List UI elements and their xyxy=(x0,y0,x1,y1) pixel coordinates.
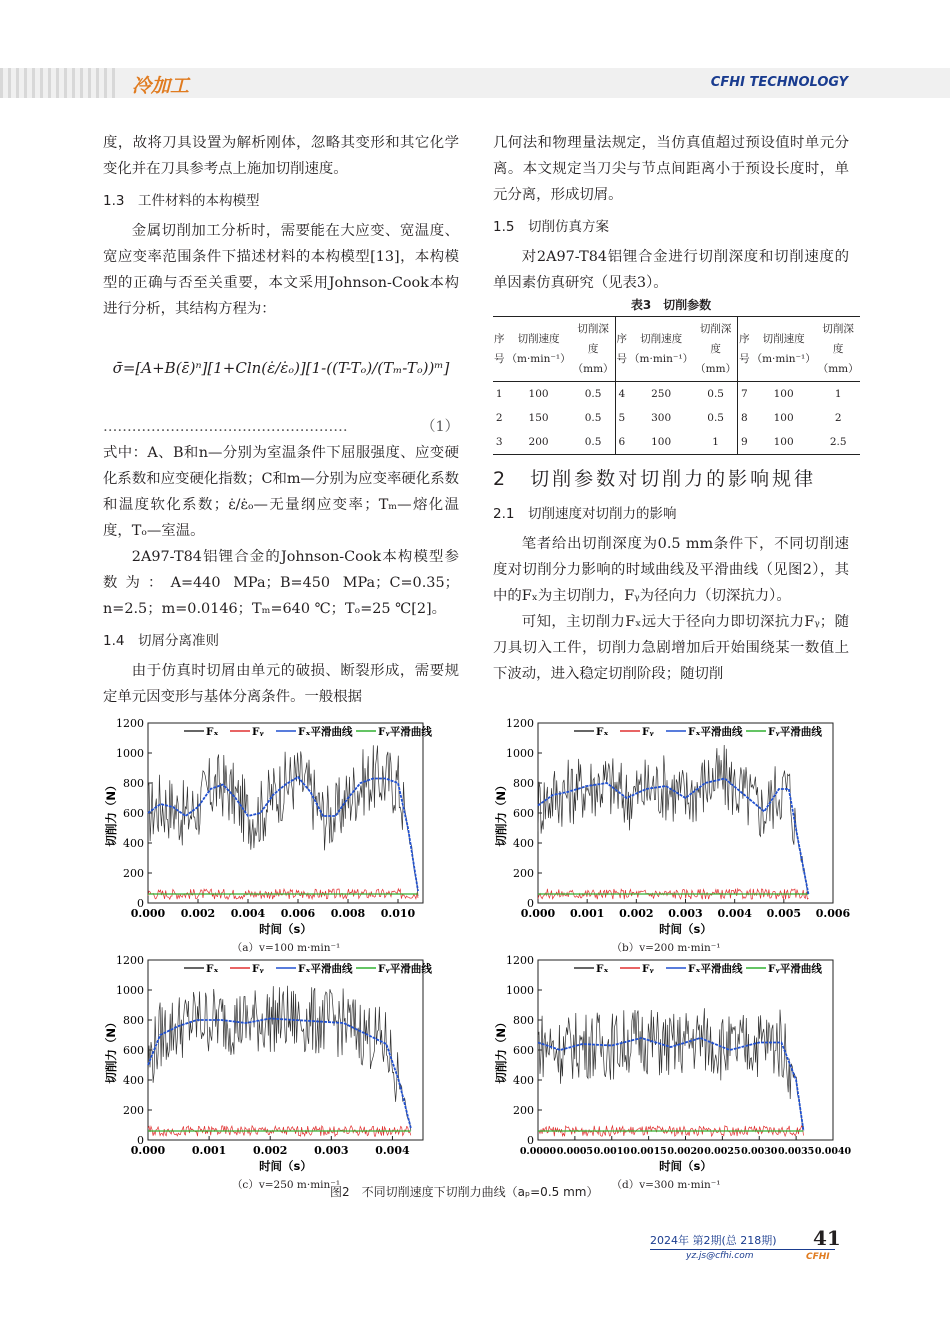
chart-a xyxy=(103,715,443,940)
paragraph: 度，故将刀具设置为解析刚体，忽略其变形和其它化学变化并在刀具参考点上施加切削速度。 xyxy=(103,135,459,177)
y-tick-label: 800 xyxy=(513,1014,534,1027)
th: 切削速度（m·min⁻¹） xyxy=(751,317,817,382)
equation-number: （1） xyxy=(421,419,459,435)
table-cell: 100 xyxy=(751,430,817,455)
section-heading-2-1: 2.1 切削速度对切削力的影响 xyxy=(493,506,677,522)
footer-rule xyxy=(650,1249,835,1250)
th: 序号 xyxy=(615,317,628,382)
th: 序号 xyxy=(493,317,506,382)
footer-logo: CFHI xyxy=(806,1252,830,1262)
table-cell: 8 xyxy=(738,406,751,430)
legend-label: Fᵧ xyxy=(252,963,264,975)
y-tick-label: 1000 xyxy=(116,984,144,997)
x-tick-label: 0.005 xyxy=(766,907,802,920)
y-tick-label: 600 xyxy=(513,1044,534,1057)
y-tick-label: 600 xyxy=(123,807,144,820)
page-header xyxy=(0,68,950,98)
y-tick-label: 1200 xyxy=(506,717,534,730)
table-cell: 0.5 xyxy=(707,388,724,400)
legend-label: Fᵧ平滑曲线 xyxy=(768,726,822,738)
footer-issue: 2024年 第2期(总 218期) xyxy=(650,1234,777,1247)
table-caption: 表3 切削参数 xyxy=(630,298,712,312)
x-tick-label: 0.0040 xyxy=(814,1146,852,1157)
y-tick-label: 1200 xyxy=(506,954,534,967)
legend-label: Fᵧ xyxy=(642,963,654,975)
table-cell: 1 xyxy=(834,388,842,400)
th: 切削深度（mm） xyxy=(572,317,615,382)
subcaption-a: （a）v=100 m·min⁻¹ xyxy=(231,942,341,954)
th: 切削深度（mm） xyxy=(694,317,737,382)
y-tick-label: 1200 xyxy=(116,717,144,730)
x-axis-label: 时间（s） xyxy=(659,922,712,936)
legend-label: Fᵧ平滑曲线 xyxy=(768,963,822,975)
th: 序号 xyxy=(738,317,751,382)
table-cell: 1 xyxy=(495,388,503,400)
table-row xyxy=(493,382,860,407)
fx-series xyxy=(538,745,808,894)
table-cell: 1 xyxy=(694,430,737,455)
y-axis-label: 切削力（N） xyxy=(104,1016,118,1084)
subcaption-b: （b）v=200 m·min⁻¹ xyxy=(611,942,721,954)
table-cell: 0.5 xyxy=(584,388,602,400)
paragraph: 可知，主切削力Fₓ远大于径向力即切深抗力Fᵧ；随刀具切入工件，切削力急剧增加后开始围绕某一数值上下波动，进入稳定切削阶段；随切削 xyxy=(493,614,849,682)
x-tick-label: 0.0020 xyxy=(667,1146,704,1157)
y-tick-label: 1000 xyxy=(506,984,534,997)
x-axis-label: 时间（s） xyxy=(259,1159,312,1173)
x-tick-label: 0.002 xyxy=(252,1144,288,1157)
x-tick-label: 0.0025 xyxy=(704,1146,741,1157)
y-tick-label: 800 xyxy=(513,777,534,790)
brand-title: CFHI TECHNOLOGY xyxy=(710,75,848,90)
y-tick-label: 200 xyxy=(513,867,534,880)
table-cell: 150 xyxy=(528,412,549,424)
y-tick-label: 1000 xyxy=(116,747,144,760)
table-cell: 300 xyxy=(651,412,672,424)
header-stripes xyxy=(0,68,120,98)
legend-label: Fᵧ平滑曲线 xyxy=(378,726,432,738)
x-tick-label: 0.003 xyxy=(668,907,703,920)
table-cell: 2 xyxy=(834,412,842,424)
table-row xyxy=(493,406,860,430)
x-tick-label: 0.0005 xyxy=(556,1146,594,1157)
x-tick-label: 0.0035 xyxy=(777,1146,815,1157)
table-cell: 0.5 xyxy=(584,412,602,424)
plot-frame xyxy=(148,960,423,1140)
y-tick-label: 200 xyxy=(123,1104,144,1117)
table-cell: 5 xyxy=(615,406,628,430)
x-axis-label: 时间（s） xyxy=(259,922,312,936)
paragraph: 几何法和物理量法规定，当仿真值超过预设值时单元分离。本文规定当刀尖与节点间距离小于预设长度时，单元分离，形成切屑。 xyxy=(493,135,849,203)
y-axis-label: 切削力（N） xyxy=(494,779,508,847)
x-tick-label: 0.001 xyxy=(191,1144,227,1157)
fx-series xyxy=(538,1008,804,1128)
x-tick-label: 0.000 xyxy=(520,907,556,920)
legend-label: Fₓ平滑曲线 xyxy=(688,963,743,975)
x-tick-label: 0.006 xyxy=(280,907,316,920)
table-cell: 250 xyxy=(651,388,672,400)
y-axis-label: 切削力（N） xyxy=(494,1016,508,1084)
y-tick-label: 600 xyxy=(123,1044,144,1057)
fx-smooth-series xyxy=(538,1038,804,1131)
table-cell: 7 xyxy=(738,382,751,407)
fx-smooth-series xyxy=(148,1019,411,1129)
y-axis-label: 切削力（N） xyxy=(104,779,118,847)
x-tick-label: 0.003 xyxy=(314,1144,349,1157)
right-column xyxy=(493,130,859,687)
y-tick-label: 400 xyxy=(123,837,144,850)
y-tick-label: 800 xyxy=(123,777,144,790)
equation-number-row xyxy=(103,414,459,440)
figure-caption: 图2 不同切削速度下切削力曲线（aₚ=0.5 mm） xyxy=(330,1185,599,1199)
x-tick-label: 0.008 xyxy=(330,907,366,920)
equation-legend: 式中：A、B和n—分别为室温条件下屈服强度、应变硬化系数和应变硬化指数；C和m—分别为应变率硬化系数和温度软化系数；ε̇/ε̇ₒ—无量纲应变率；Tₘ—熔化温度，Tₒ—室温。 xyxy=(103,445,459,539)
x-tick-label: 0.0000 xyxy=(519,1146,557,1157)
subcaption-d: （d）v=300 m·min⁻¹ xyxy=(611,1179,721,1191)
x-tick-label: 0.002 xyxy=(180,907,216,920)
x-tick-label: 0.004 xyxy=(375,1144,410,1157)
table-cell: 0.5 xyxy=(707,412,724,424)
section-title: 冷加工 xyxy=(132,75,190,97)
y-tick-label: 1000 xyxy=(506,747,534,760)
x-tick-label: 0.0010 xyxy=(593,1146,630,1157)
table-row xyxy=(493,430,860,455)
chart-c xyxy=(103,952,443,1177)
paragraph: 2A97-T84铝锂合金的Johnson-Cook本构模型参数为：A=440 MPa；B=450 MPa；C=0.35；n=2.5；m=0.0146；Tₘ=640 ℃；Tₒ=25 ℃[2]。 xyxy=(103,549,459,617)
fx-smooth-series xyxy=(538,779,808,895)
section-heading-1-3: 1.3 工件材料的本构模型 xyxy=(103,193,260,209)
x-tick-label: 0.0030 xyxy=(741,1146,778,1157)
y-tick-label: 800 xyxy=(123,1014,144,1027)
x-tick-label: 0.001 xyxy=(569,907,605,920)
footer-email: yz.js@cfhi.com xyxy=(686,1251,754,1261)
th: 切削速度（m·min⁻¹） xyxy=(506,317,572,382)
section-heading-1-4: 1.4 切屑分离准则 xyxy=(103,633,219,649)
legend-label: Fₓ xyxy=(206,726,219,738)
table-cell: 100 xyxy=(773,388,794,400)
legend-label: Fₓ平滑曲线 xyxy=(298,963,353,975)
chart-d xyxy=(493,952,853,1177)
paragraph: 对2A97-T84铝锂合金进行切削深度和切削速度的单因素仿真研究（见表3）。 xyxy=(493,249,849,291)
x-tick-label: 0.004 xyxy=(717,907,752,920)
table-cell: 2 xyxy=(495,412,503,424)
table-cell: 100 xyxy=(773,412,794,424)
table-body xyxy=(493,382,860,455)
table-cell: 3 xyxy=(493,430,506,455)
left-column xyxy=(103,130,459,710)
x-tick-label: 0.006 xyxy=(815,907,851,920)
legend-label: Fₓ xyxy=(596,726,609,738)
th: 切削深度（mm） xyxy=(817,317,860,382)
y-tick-label: 400 xyxy=(513,837,534,850)
y-tick-label: 0 xyxy=(137,1134,144,1147)
x-tick-label: 0.002 xyxy=(619,907,654,920)
paragraph: 由于仿真时切屑由单元的破损、断裂形成，需要规定单元因变形与基体分离条件。一般根据 xyxy=(103,663,459,705)
plot-frame xyxy=(538,960,833,1140)
paragraph: 笔者给出切削深度为0.5 mm条件下，不同切削速度对切削分力影响的时域曲线及平滑曲线（见图2），其中的Fₓ为主切削力，Fᵧ为径向力（切深抗力）。 xyxy=(493,536,849,604)
table-cell: 2.5 xyxy=(817,430,860,455)
fx-smooth-series xyxy=(148,777,418,891)
legend-label: Fₓ xyxy=(206,963,219,975)
legend-label: Fᵧ xyxy=(642,726,654,738)
legend-label: Fᵧ平滑曲线 xyxy=(378,963,432,975)
th: 切削速度（m·min⁻¹） xyxy=(628,317,694,382)
y-tick-label: 600 xyxy=(513,807,534,820)
fx-series xyxy=(148,745,418,896)
page-number: 41 xyxy=(813,1226,841,1250)
subcaption-c: （c）v=250 m·min⁻¹ xyxy=(231,1179,341,1191)
fx-series xyxy=(148,986,411,1131)
paragraph: 金属切削加工分析时，需要能在大应变、宽温度、宽应变率范围条件下描述材料的本构模型[13]，本构模型的正确与否至关重要，本文采用Johnson-Cook本构进行分析，其结构方程为： xyxy=(103,223,459,317)
table-cell: 0.5 xyxy=(572,430,615,455)
section-heading-2: 2 切削参数对切削力的影响规律 xyxy=(493,468,817,490)
legend-label: Fₓ xyxy=(596,963,609,975)
y-tick-label: 400 xyxy=(123,1074,144,1087)
legend-label: Fₓ平滑曲线 xyxy=(688,726,743,738)
y-tick-label: 0 xyxy=(137,897,144,910)
table-cell: 200 xyxy=(506,430,572,455)
equation: σ̄=[A+B(ε̄)ⁿ][1+Cln(ε̇/ε̇ₒ)][1-((T-Tₒ)/(Tₘ-Tₒ))ᵐ] xyxy=(112,359,450,377)
x-tick-label: 0.000 xyxy=(130,907,166,920)
x-tick-label: 0.0015 xyxy=(630,1146,667,1157)
legend-label: Fᵧ xyxy=(252,726,264,738)
table-cell: 100 xyxy=(628,430,694,455)
legend-label: Fₓ平滑曲线 xyxy=(298,726,353,738)
x-tick-label: 0.000 xyxy=(130,1144,166,1157)
x-tick-label: 0.004 xyxy=(230,907,266,920)
table-cell: 9 xyxy=(738,430,751,455)
equation-dots: …………………………………………… xyxy=(103,419,348,435)
section-heading-1-5: 1.5 切削仿真方案 xyxy=(493,219,609,235)
x-tick-label: 0.010 xyxy=(380,907,416,920)
chart-b xyxy=(493,715,853,940)
y-tick-label: 200 xyxy=(513,1104,534,1117)
x-axis-label: 时间（s） xyxy=(659,1159,712,1173)
table-cell: 6 xyxy=(615,430,628,455)
y-tick-label: 400 xyxy=(513,1074,534,1087)
parameters-table xyxy=(493,316,860,455)
y-tick-label: 1200 xyxy=(116,954,144,967)
table-cell: 4 xyxy=(615,382,628,407)
y-tick-label: 200 xyxy=(123,867,144,880)
y-tick-label: 0 xyxy=(527,1134,534,1147)
y-tick-label: 0 xyxy=(527,897,534,910)
table-cell: 100 xyxy=(528,388,549,400)
